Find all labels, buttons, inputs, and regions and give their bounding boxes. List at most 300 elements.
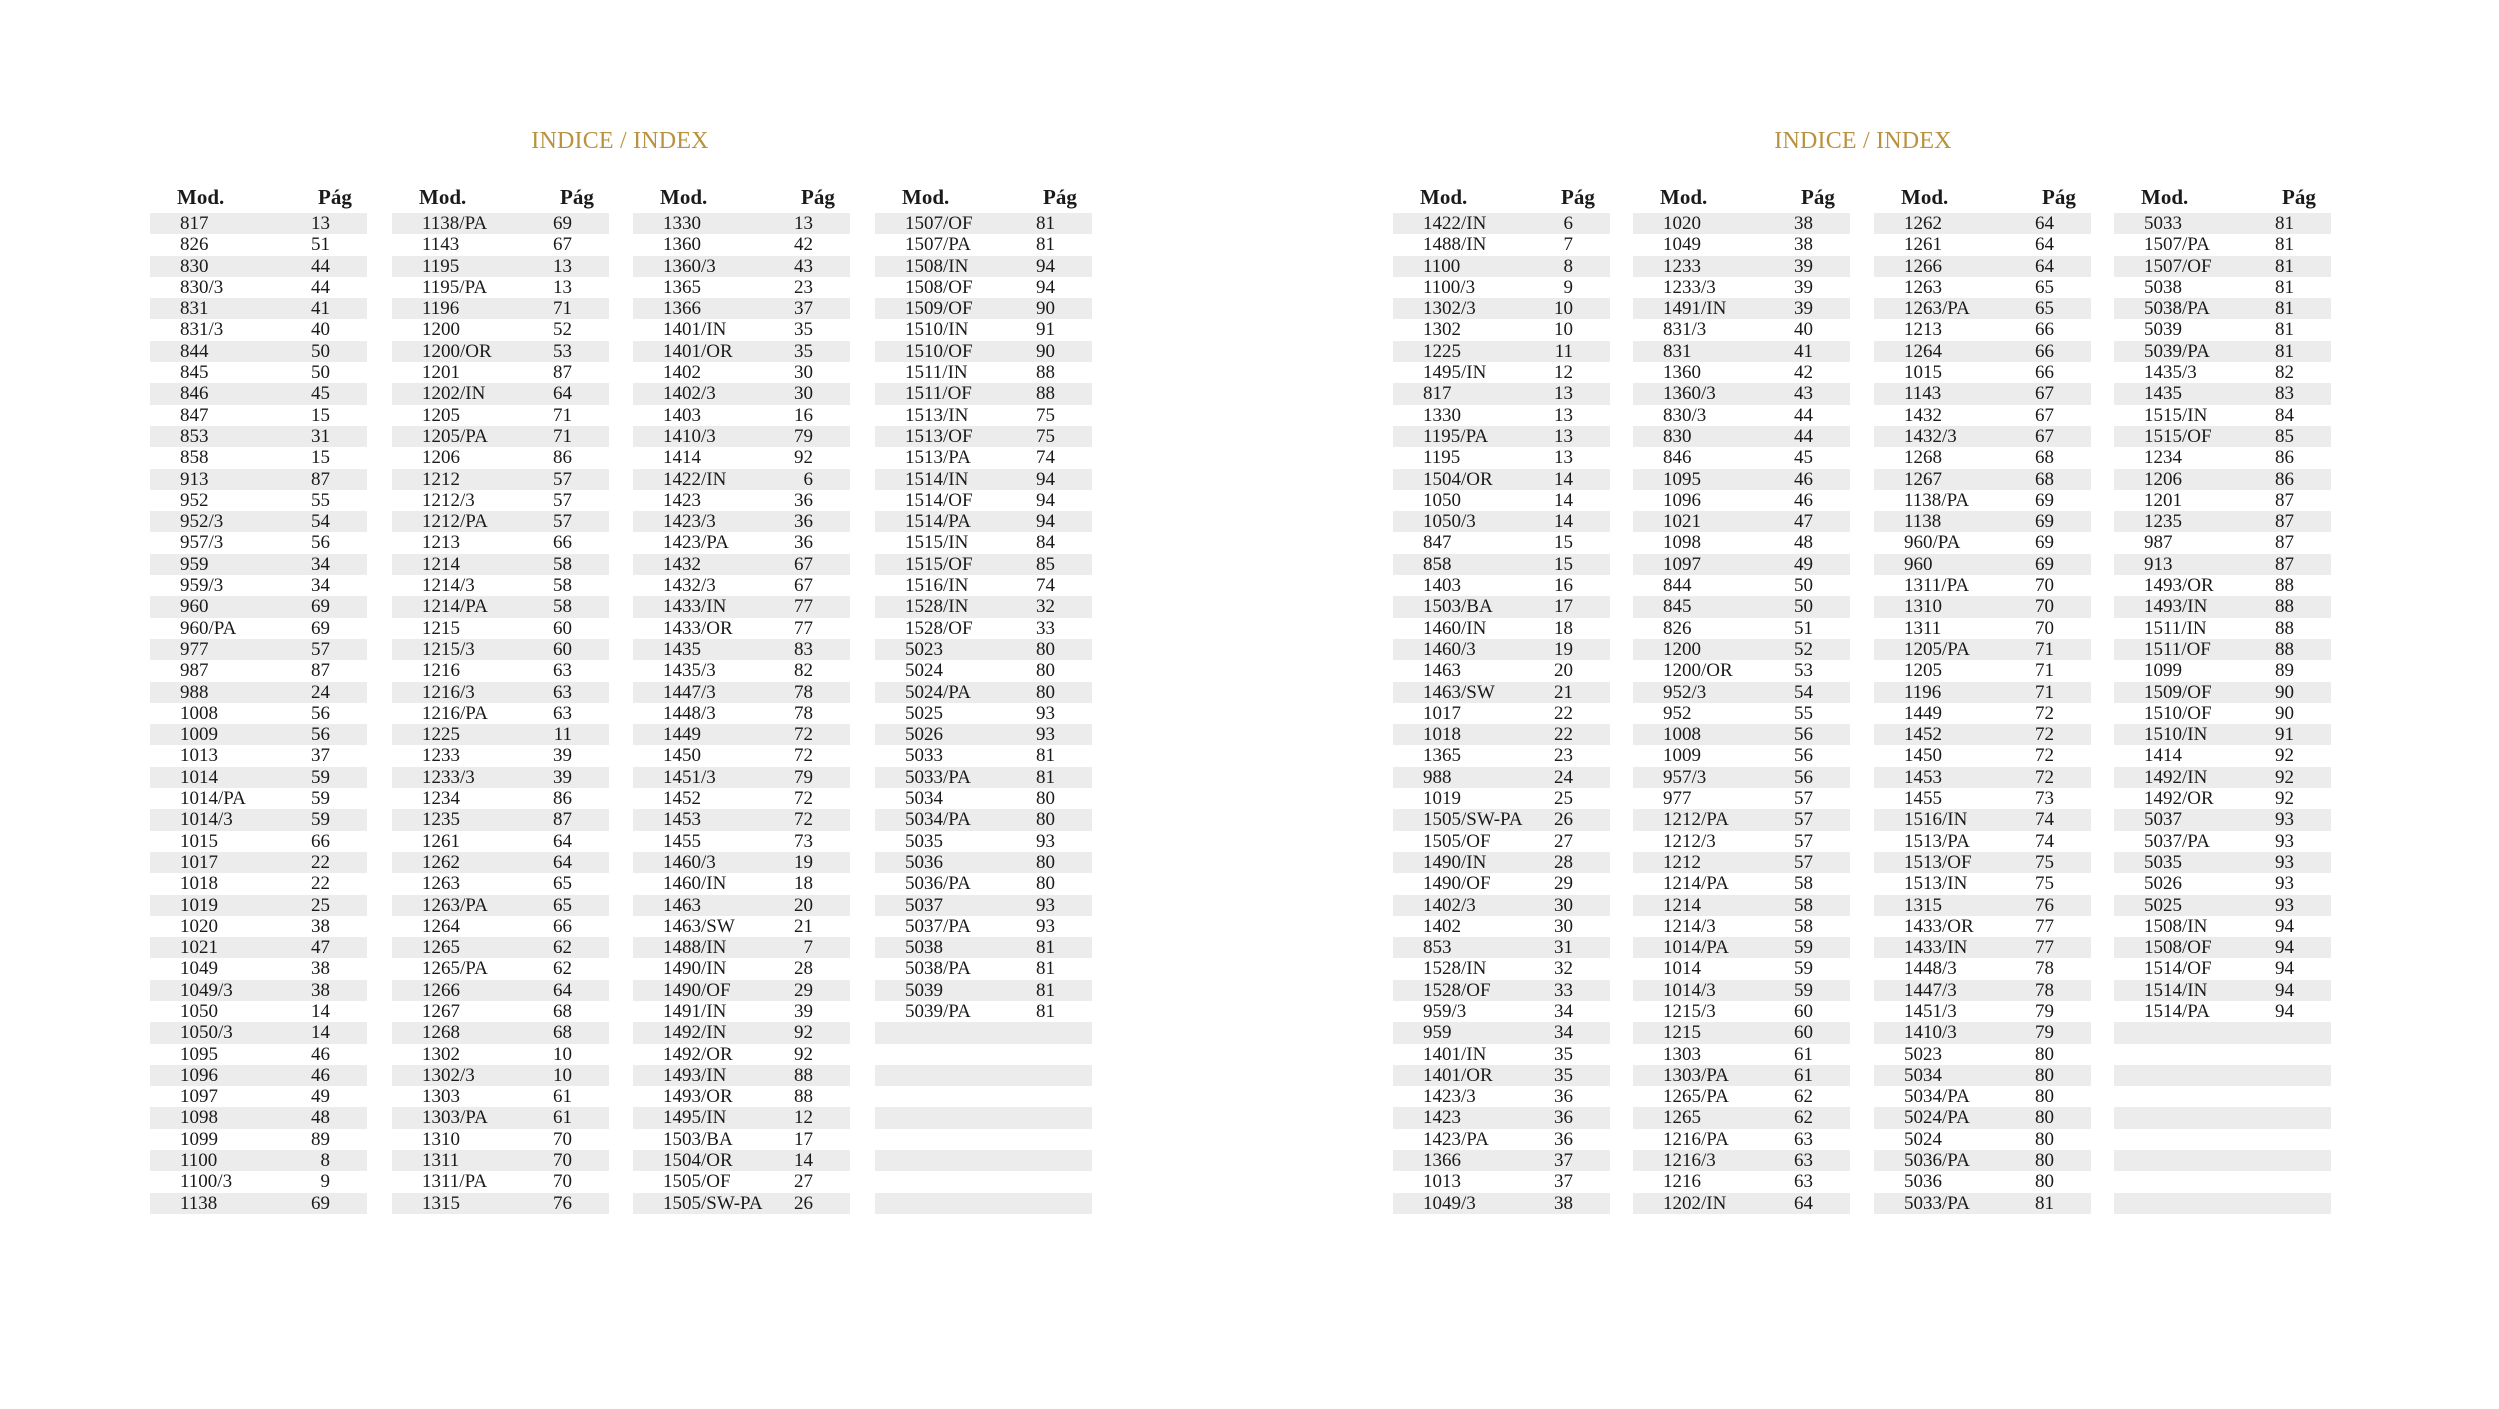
page-number: 36 <box>794 489 813 511</box>
model-code: 826 <box>1663 617 1692 639</box>
model-code: 1303/PA <box>1663 1064 1729 1086</box>
page-number: 93 <box>1036 894 1055 916</box>
model-code: 1234 <box>422 788 460 810</box>
model-code: 1015 <box>180 830 218 852</box>
index-row <box>1874 873 2091 894</box>
page-number: 44 <box>311 255 330 277</box>
page-number: 83 <box>2275 383 2294 405</box>
page-number: 67 <box>2035 425 2054 447</box>
model-code: 1216/3 <box>422 681 475 703</box>
model-code: 1410/3 <box>663 425 716 447</box>
index-row <box>875 639 1092 660</box>
page-number: 8 <box>1563 255 1573 277</box>
index-row <box>633 256 850 277</box>
index-row <box>875 745 1092 766</box>
model-code: 988 <box>180 681 209 703</box>
index-row <box>1874 958 2091 979</box>
model-code: 1511/IN <box>2144 617 2207 639</box>
index-row <box>392 1150 609 1171</box>
index-row <box>633 1107 850 1128</box>
index-row <box>150 213 367 234</box>
column-header <box>875 185 1092 213</box>
index-row <box>633 767 850 788</box>
model-code: 1138/PA <box>422 213 488 234</box>
index-row <box>150 1193 367 1214</box>
page-number: 53 <box>1794 660 1813 682</box>
model-code: 5034 <box>905 788 943 810</box>
page-number: 81 <box>2275 319 2294 341</box>
model-code: 1202/IN <box>422 383 486 405</box>
index-row <box>1393 426 1610 447</box>
index-row <box>150 1171 367 1192</box>
model-code: 1303 <box>1663 1043 1701 1065</box>
index-row <box>392 405 609 426</box>
model-code: 1195/PA <box>422 276 488 298</box>
index-row <box>1393 873 1610 894</box>
index-row <box>1393 298 1610 319</box>
page-number: 56 <box>311 532 330 554</box>
model-code: 1435/3 <box>2144 362 2197 384</box>
index-row <box>1633 469 1850 490</box>
model-code: 1515/IN <box>905 532 969 554</box>
index-row <box>392 1107 609 1128</box>
page-number: 34 <box>1554 1000 1573 1022</box>
header-mod: Mod. <box>2141 185 2189 209</box>
index-row <box>150 405 367 426</box>
model-code: 5026 <box>905 724 943 746</box>
index-row <box>1633 618 1850 639</box>
page-number: 35 <box>1554 1064 1573 1086</box>
index-row <box>2114 1086 2331 1107</box>
page-number: 68 <box>2035 447 2054 469</box>
page-number: 69 <box>2035 532 2054 554</box>
model-code: 5036 <box>1904 1171 1942 1193</box>
index-row <box>1633 703 1850 724</box>
page-number: 22 <box>311 851 330 873</box>
model-code: 1508/OF <box>905 276 973 298</box>
index-row <box>2114 1022 2331 1043</box>
model-code: 1097 <box>1663 553 1701 575</box>
index-row <box>2114 639 2331 660</box>
index-row <box>392 852 609 873</box>
header-pag: Pág <box>2282 185 2316 209</box>
model-code: 830 <box>180 255 209 277</box>
index-row <box>633 447 850 468</box>
index-row <box>633 596 850 617</box>
index-row <box>1393 1193 1610 1214</box>
header-pag: Pág <box>2042 185 2076 209</box>
model-code: 1050/3 <box>1423 511 1476 533</box>
model-code: 1303/PA <box>422 1107 488 1129</box>
model-code: 1490/OF <box>1423 873 1491 895</box>
model-code: 1508/IN <box>905 255 969 277</box>
model-code: 1463 <box>663 894 701 916</box>
model-code: 1264 <box>422 915 460 937</box>
page-number: 32 <box>1554 958 1573 980</box>
model-code: 952 <box>1663 702 1692 724</box>
page-title: INDICE / INDEX <box>1774 128 1952 154</box>
model-code: 1433/OR <box>1904 915 1974 937</box>
index-row <box>633 618 850 639</box>
page-number: 72 <box>794 745 813 767</box>
page-number: 83 <box>794 638 813 660</box>
index-row <box>1874 319 2091 340</box>
model-code: 987 <box>2144 532 2173 554</box>
index-column-group <box>875 185 1092 1214</box>
page-number: 93 <box>2275 894 2294 916</box>
page-number: 93 <box>2275 830 2294 852</box>
model-code: 1495/IN <box>1423 362 1487 384</box>
page-number: 60 <box>553 638 572 660</box>
model-code: 1366 <box>1423 1150 1461 1172</box>
page-number: 42 <box>1794 362 1813 384</box>
model-code: 5037 <box>905 894 943 916</box>
page-number: 19 <box>794 851 813 873</box>
page-number: 28 <box>794 958 813 980</box>
index-row <box>392 1065 609 1086</box>
page-number: 67 <box>2035 383 2054 405</box>
index-row <box>150 1107 367 1128</box>
page-number: 80 <box>2035 1171 2054 1193</box>
model-code: 831/3 <box>1663 319 1707 341</box>
index-row <box>1393 469 1610 490</box>
model-code: 1365 <box>1423 745 1461 767</box>
index-row <box>150 895 367 916</box>
model-code: 1453 <box>663 809 701 831</box>
index-row <box>633 682 850 703</box>
model-code: 1021 <box>1663 511 1701 533</box>
index-row <box>392 1129 609 1150</box>
page-number: 93 <box>2275 873 2294 895</box>
model-code: 1099 <box>2144 660 2182 682</box>
model-code: 1214/3 <box>1663 915 1716 937</box>
model-code: 1214/PA <box>1663 873 1729 895</box>
page-number: 25 <box>311 894 330 916</box>
model-code: 1488/IN <box>663 937 727 959</box>
index-row <box>633 1086 850 1107</box>
page-number: 10 <box>553 1043 572 1065</box>
column-header <box>2114 185 2331 213</box>
model-code: 1049/3 <box>1423 1192 1476 1214</box>
index-row <box>1393 767 1610 788</box>
page-number: 81 <box>1036 958 1055 980</box>
index-row <box>1393 1107 1610 1128</box>
page-number: 80 <box>1036 851 1055 873</box>
model-code: 1216/PA <box>1663 1128 1729 1150</box>
model-code: 1020 <box>180 915 218 937</box>
index-row <box>875 426 1092 447</box>
column-header <box>150 185 367 213</box>
index-row <box>1393 362 1610 383</box>
index-row <box>1393 1022 1610 1043</box>
model-code: 1212/PA <box>422 511 488 533</box>
model-code: 1493/IN <box>2144 596 2208 618</box>
index-row <box>1393 405 1610 426</box>
index-row <box>2114 447 2331 468</box>
index-row <box>150 575 367 596</box>
index-row <box>150 277 367 298</box>
page-number: 49 <box>1794 553 1813 575</box>
index-row <box>392 980 609 1001</box>
page-number: 63 <box>1794 1171 1813 1193</box>
model-code: 1212 <box>1663 851 1701 873</box>
model-code: 1310 <box>1904 596 1942 618</box>
page-number: 65 <box>2035 276 2054 298</box>
index-row <box>633 383 850 404</box>
page-number: 30 <box>1554 915 1573 937</box>
model-code: 5038/PA <box>905 958 971 980</box>
index-row <box>1633 511 1850 532</box>
page-number: 80 <box>2035 1128 2054 1150</box>
index-row <box>2114 937 2331 958</box>
index-row <box>2114 511 2331 532</box>
page-number: 80 <box>2035 1107 2054 1129</box>
index-row <box>2114 362 2331 383</box>
page-number: 29 <box>794 979 813 1001</box>
index-row <box>1874 937 2091 958</box>
index-row <box>392 873 609 894</box>
model-code: 1215 <box>422 617 460 639</box>
page-number: 69 <box>311 596 330 618</box>
index-row <box>1874 660 2091 681</box>
page-number: 11 <box>553 724 572 746</box>
index-row <box>875 1171 1092 1192</box>
page-number: 81 <box>2275 255 2294 277</box>
index-row <box>1633 1107 1850 1128</box>
page-number: 23 <box>794 276 813 298</box>
index-row <box>150 873 367 894</box>
page-number: 79 <box>2035 1000 2054 1022</box>
model-code: 1021 <box>180 937 218 959</box>
index-row <box>2114 490 2331 511</box>
index-row <box>1874 1107 2091 1128</box>
page-number: 81 <box>1036 1000 1055 1022</box>
page-number: 77 <box>794 617 813 639</box>
model-code: 1263/PA <box>1904 298 1970 320</box>
model-code: 1263 <box>422 873 460 895</box>
index-row <box>1393 788 1610 809</box>
index-row <box>150 1086 367 1107</box>
page-number: 8 <box>320 1150 330 1172</box>
index-row <box>1633 809 1850 830</box>
index-row <box>1633 767 1850 788</box>
index-row <box>392 554 609 575</box>
index-row <box>875 873 1092 894</box>
model-code: 1261 <box>422 830 460 852</box>
index-row <box>392 767 609 788</box>
index-row <box>2114 703 2331 724</box>
index-row <box>875 554 1092 575</box>
index-row <box>875 490 1092 511</box>
index-row <box>1393 532 1610 553</box>
model-code: 831 <box>1663 340 1692 362</box>
model-code: 1403 <box>663 404 701 426</box>
model-code: 1098 <box>1663 532 1701 554</box>
index-row <box>1874 682 2091 703</box>
page-number: 81 <box>2275 298 2294 320</box>
model-code: 1505/SW-PA <box>663 1192 763 1214</box>
index-row <box>150 767 367 788</box>
index-row <box>1393 682 1610 703</box>
page-number: 37 <box>311 745 330 767</box>
index-row <box>875 1044 1092 1065</box>
model-code: 977 <box>180 638 209 660</box>
model-code: 1263 <box>1904 276 1942 298</box>
index-row <box>1393 895 1610 916</box>
index-row <box>875 469 1092 490</box>
page-number: 63 <box>553 681 572 703</box>
index-row <box>1393 256 1610 277</box>
model-code: 1302 <box>422 1043 460 1065</box>
model-code: 960/PA <box>1904 532 1961 554</box>
page-number: 58 <box>1794 894 1813 916</box>
index-column-group <box>1393 185 1610 1214</box>
index-row <box>150 490 367 511</box>
model-code: 1225 <box>1423 340 1461 362</box>
page-number: 38 <box>311 915 330 937</box>
index-row <box>1874 469 2091 490</box>
index-row <box>633 724 850 745</box>
page-number: 72 <box>794 724 813 746</box>
model-code: 1432 <box>1904 404 1942 426</box>
index-row <box>150 596 367 617</box>
index-row <box>2114 788 2331 809</box>
page-number: 57 <box>553 511 572 533</box>
page-number: 7 <box>803 937 813 959</box>
index-row <box>633 745 850 766</box>
page-number: 48 <box>311 1107 330 1129</box>
model-code: 1414 <box>663 447 701 469</box>
page-number: 88 <box>1036 383 1055 405</box>
page-number: 35 <box>1554 1043 1573 1065</box>
index-row <box>392 639 609 660</box>
page-number: 94 <box>1036 468 1055 490</box>
model-code: 1018 <box>180 873 218 895</box>
index-row <box>2114 1065 2331 1086</box>
page-number: 44 <box>1794 404 1813 426</box>
page-number: 81 <box>2275 234 2294 256</box>
page-number: 94 <box>1036 511 1055 533</box>
index-row <box>633 895 850 916</box>
index-row <box>875 532 1092 553</box>
model-code: 1212/3 <box>1663 830 1716 852</box>
index-row <box>150 788 367 809</box>
page-number: 9 <box>1563 276 1573 298</box>
page-number: 39 <box>553 766 572 788</box>
index-row <box>633 980 850 1001</box>
model-code: 1265 <box>422 937 460 959</box>
page-number: 59 <box>311 788 330 810</box>
page-number: 81 <box>1036 979 1055 1001</box>
model-code: 1017 <box>1423 702 1461 724</box>
model-code: 858 <box>1423 553 1452 575</box>
page-number: 64 <box>553 851 572 873</box>
page-number: 69 <box>2035 489 2054 511</box>
model-code: 1528/OF <box>1423 979 1491 1001</box>
page-number: 38 <box>311 958 330 980</box>
index-row <box>1633 447 1850 468</box>
index-row <box>633 916 850 937</box>
index-row <box>1874 852 2091 873</box>
header-pag: Pág <box>801 185 835 209</box>
page-number: 46 <box>1794 489 1813 511</box>
page-number: 60 <box>1794 1000 1813 1022</box>
page-number: 90 <box>1036 298 1055 320</box>
index-row <box>875 937 1092 958</box>
model-code: 1503/BA <box>1423 596 1493 618</box>
model-code: 1196 <box>422 298 460 320</box>
page-number: 75 <box>2035 851 2054 873</box>
index-row <box>875 256 1092 277</box>
index-row <box>633 426 850 447</box>
index-row <box>875 618 1092 639</box>
index-row <box>1393 341 1610 362</box>
page-number: 36 <box>794 532 813 554</box>
page-number: 43 <box>794 255 813 277</box>
index-row <box>633 511 850 532</box>
index-row <box>2114 745 2331 766</box>
index-row <box>1633 1129 1850 1150</box>
index-row <box>2114 831 2331 852</box>
page-number: 43 <box>1794 383 1813 405</box>
model-code: 1099 <box>180 1128 218 1150</box>
index-row <box>150 362 367 383</box>
page-number: 29 <box>1554 873 1573 895</box>
page-number: 32 <box>1036 596 1055 618</box>
page-number: 34 <box>311 553 330 575</box>
page-number: 78 <box>794 681 813 703</box>
page-number: 91 <box>2275 724 2294 746</box>
index-row <box>2114 852 2331 873</box>
model-code: 1095 <box>1663 468 1701 490</box>
index-row <box>875 511 1092 532</box>
page-number: 78 <box>2035 958 2054 980</box>
index-row <box>633 554 850 575</box>
page-number: 59 <box>1794 958 1813 980</box>
index-row <box>1393 383 1610 404</box>
model-code: 5034/PA <box>905 809 971 831</box>
index-row <box>392 1022 609 1043</box>
page-number: 47 <box>311 937 330 959</box>
index-row <box>392 256 609 277</box>
index-row <box>1633 362 1850 383</box>
page-number: 65 <box>553 894 572 916</box>
page-number: 50 <box>1794 575 1813 597</box>
header-pag: Pág <box>1043 185 1077 209</box>
index-row <box>2114 234 2331 255</box>
page-number: 80 <box>1036 809 1055 831</box>
index-row <box>1874 405 2091 426</box>
index-row <box>2114 895 2331 916</box>
page-number: 81 <box>1036 234 1055 256</box>
index-row <box>2114 958 2331 979</box>
index-row <box>1874 575 2091 596</box>
model-code: 1402 <box>663 362 701 384</box>
page-number: 74 <box>1036 447 1055 469</box>
page-number: 57 <box>1794 830 1813 852</box>
page-number: 65 <box>553 873 572 895</box>
model-code: 1100/3 <box>1423 276 1476 298</box>
index-row <box>392 937 609 958</box>
index-row <box>1874 362 2091 383</box>
index-row <box>1393 490 1610 511</box>
header-mod: Mod. <box>660 185 708 209</box>
page-number: 35 <box>794 319 813 341</box>
index-row <box>392 958 609 979</box>
page-number: 93 <box>1036 702 1055 724</box>
index-row <box>1633 916 1850 937</box>
page-number: 70 <box>2035 575 2054 597</box>
